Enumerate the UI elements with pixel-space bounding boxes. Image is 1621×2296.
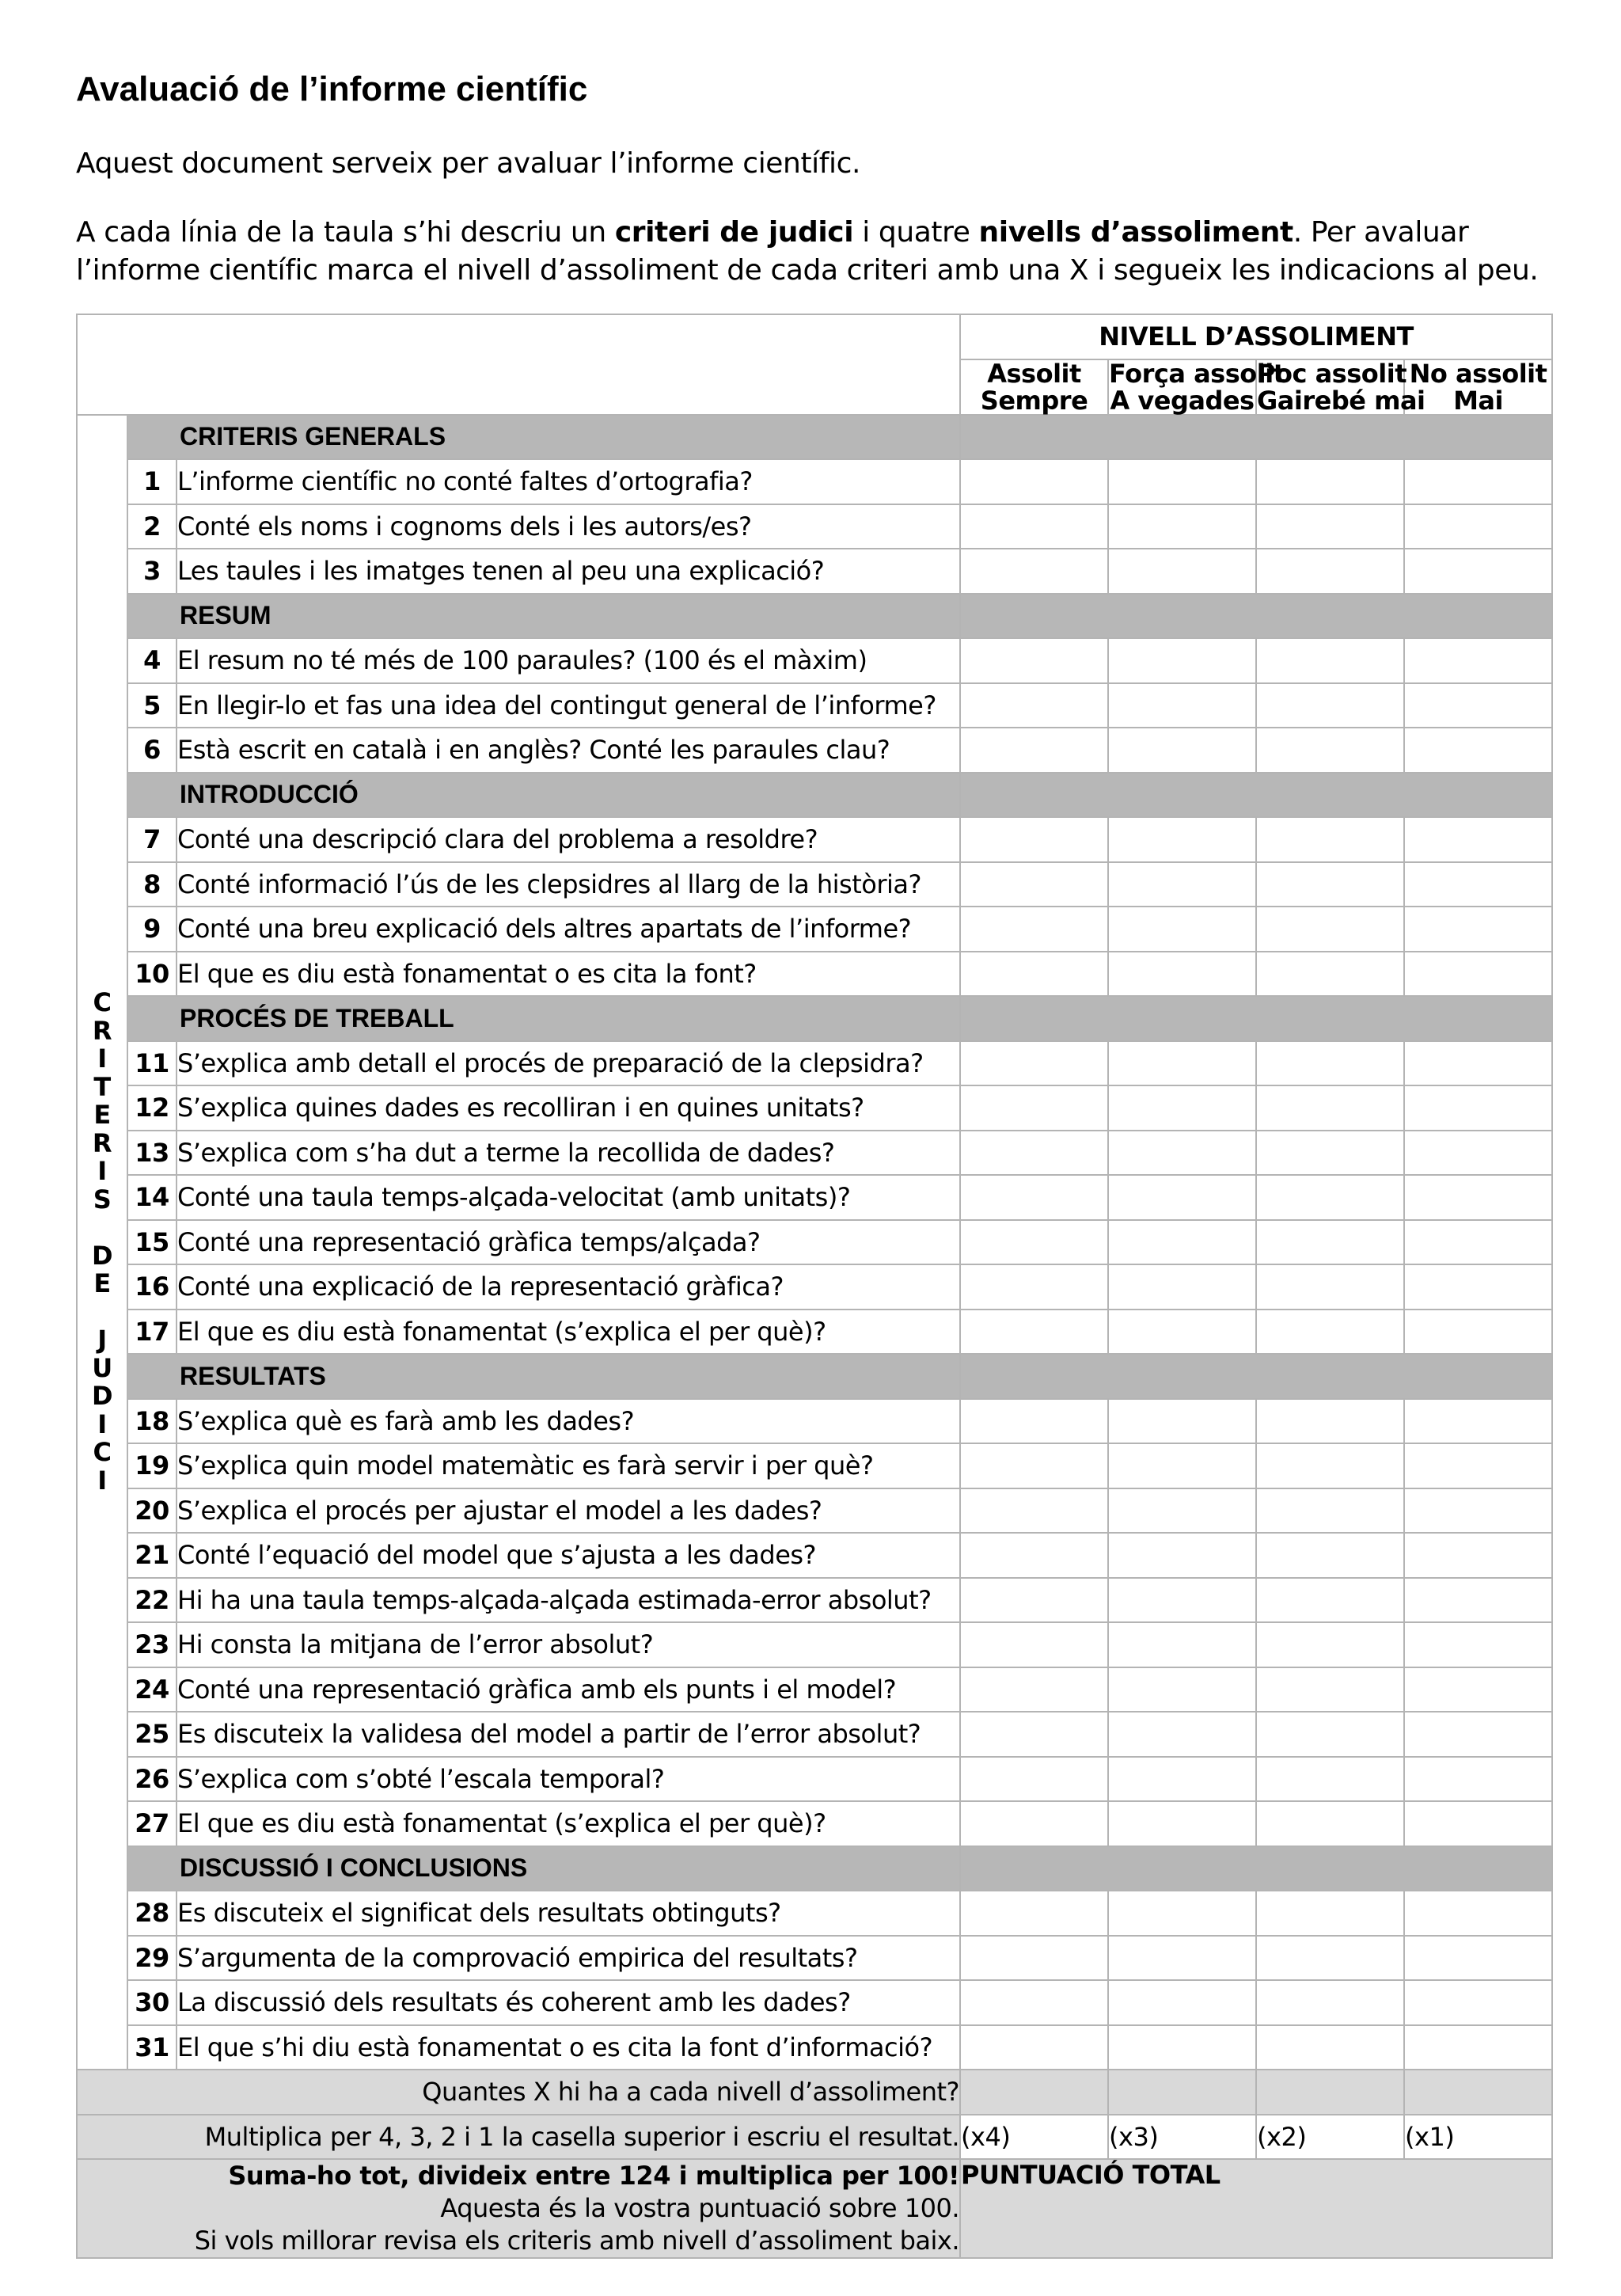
criterion-text: Es discuteix la validesa del model a partir de l’error absolut? bbox=[177, 1712, 960, 1757]
mark-cell[interactable] bbox=[1256, 1980, 1404, 2025]
header-row bbox=[77, 314, 1552, 359]
vertical-letter: I bbox=[97, 1043, 107, 1074]
criterion-text: S’explica el procés per ajustar el model a les dades? bbox=[177, 1488, 960, 1534]
criterion-text: L’informe científic no conté faltes d’ortografia? bbox=[177, 459, 960, 504]
mark-cell[interactable] bbox=[960, 549, 1108, 594]
mark-cell[interactable] bbox=[1108, 1310, 1256, 1355]
criterion-row bbox=[77, 1175, 1552, 1220]
section-row bbox=[77, 594, 1552, 639]
criterion-number: 29 bbox=[127, 1936, 177, 1981]
count-cell[interactable] bbox=[1108, 2070, 1256, 2115]
criterion-text: El que s’hi diu està fonamentat o es cita la font d’informació? bbox=[177, 2025, 960, 2070]
multiply-cell[interactable]: (x3) bbox=[1108, 2115, 1256, 2160]
section-fill bbox=[960, 594, 1552, 639]
mark-cell[interactable] bbox=[1256, 1891, 1404, 1936]
mark-cell[interactable] bbox=[1256, 1488, 1404, 1534]
criterion-number: 19 bbox=[127, 1443, 177, 1488]
mark-cell[interactable] bbox=[1404, 1399, 1552, 1444]
mark-cell[interactable] bbox=[960, 1220, 1108, 1265]
level-header bbox=[1404, 359, 1552, 415]
mark-cell[interactable] bbox=[1404, 504, 1552, 549]
mark-cell[interactable] bbox=[960, 1264, 1108, 1310]
level-name: No assolit bbox=[1409, 358, 1547, 389]
mark-cell[interactable] bbox=[1108, 1220, 1256, 1265]
level-header bbox=[960, 359, 1108, 415]
mark-cell[interactable] bbox=[960, 952, 1108, 997]
criterion-row bbox=[77, 459, 1552, 504]
vertical-letter: C bbox=[93, 987, 112, 1018]
mark-cell[interactable] bbox=[960, 1757, 1108, 1802]
level-frequency: Mai bbox=[1453, 385, 1503, 416]
mark-cell[interactable] bbox=[960, 1041, 1108, 1086]
criterion-row bbox=[77, 2025, 1552, 2070]
mark-cell[interactable] bbox=[1404, 1131, 1552, 1176]
criterion-row bbox=[77, 1980, 1552, 2025]
instructions-text-2: i quatre bbox=[853, 216, 979, 249]
criterion-number: 2 bbox=[127, 504, 177, 549]
section-fill bbox=[960, 1846, 1552, 1891]
criterion-number: 16 bbox=[127, 1264, 177, 1310]
criterion-text: S’explica què es farà amb les dades? bbox=[177, 1399, 960, 1444]
criterion-row bbox=[77, 1667, 1552, 1712]
mark-cell[interactable] bbox=[1256, 1667, 1404, 1712]
criterion-row bbox=[77, 504, 1552, 549]
mark-cell[interactable] bbox=[1404, 459, 1552, 504]
criterion-row bbox=[77, 1488, 1552, 1534]
mark-cell[interactable] bbox=[1256, 1310, 1404, 1355]
vertical-letter: E bbox=[93, 1100, 111, 1131]
criterion-row bbox=[77, 638, 1552, 683]
mark-cell[interactable] bbox=[1256, 1175, 1404, 1220]
criterion-text: Conté una breu explicació dels altres apartats de l’informe? bbox=[177, 907, 960, 952]
mark-cell[interactable] bbox=[1256, 862, 1404, 907]
level-name: Assolit bbox=[987, 358, 1081, 389]
criterion-text: S’argumenta de la comprovació empirica del resultats? bbox=[177, 1936, 960, 1981]
criterion-number: 1 bbox=[127, 459, 177, 504]
instructions-text-1: A cada línia de la taula s’hi descriu un bbox=[76, 216, 615, 249]
mark-cell[interactable] bbox=[960, 1980, 1108, 2025]
mark-cell[interactable] bbox=[1404, 1310, 1552, 1355]
section-title: RESUM bbox=[127, 594, 960, 639]
mark-cell[interactable] bbox=[960, 1712, 1108, 1757]
criterion-text: Hi ha una taula temps-alçada-alçada estimada-error absolut? bbox=[177, 1578, 960, 1623]
criterion-number: 14 bbox=[127, 1175, 177, 1220]
criterion-number: 15 bbox=[127, 1220, 177, 1265]
count-row bbox=[77, 2070, 1552, 2115]
mark-cell[interactable] bbox=[1404, 1712, 1552, 1757]
mark-cell[interactable] bbox=[960, 1175, 1108, 1220]
mark-cell[interactable] bbox=[1256, 638, 1404, 683]
mark-cell[interactable] bbox=[1404, 683, 1552, 728]
mark-cell[interactable] bbox=[1108, 1980, 1256, 2025]
mark-cell[interactable] bbox=[1108, 1578, 1256, 1623]
final-line-1: Suma-ho tot, divideix entre 124 i multiplica per 100! bbox=[228, 2161, 960, 2191]
mark-cell[interactable] bbox=[1256, 1399, 1404, 1444]
mark-cell[interactable] bbox=[1108, 2025, 1256, 2070]
criterion-number: 27 bbox=[127, 1801, 177, 1846]
mark-cell[interactable] bbox=[1256, 683, 1404, 728]
criterion-number: 7 bbox=[127, 817, 177, 862]
criterion-text: El que es diu està fonamentat (s’explica el per què)? bbox=[177, 1801, 960, 1846]
mark-cell[interactable] bbox=[960, 1891, 1108, 1936]
criterion-row bbox=[77, 907, 1552, 952]
criterion-number: 4 bbox=[127, 638, 177, 683]
vertical-letter: S bbox=[93, 1184, 112, 1215]
criterion-text: S’explica quin model matemàtic es farà servir i per què? bbox=[177, 1443, 960, 1488]
final-line-2: Aquesta és la vostra puntuació sobre 100. bbox=[440, 2193, 960, 2223]
section-title: CRITERIS GENERALS bbox=[127, 415, 960, 460]
section-fill bbox=[960, 773, 1552, 818]
criterion-row bbox=[77, 1443, 1552, 1488]
section-row bbox=[77, 996, 1552, 1041]
instructions-paragraph bbox=[76, 214, 1580, 290]
criterion-number: 25 bbox=[127, 1712, 177, 1757]
mark-cell[interactable] bbox=[1108, 1175, 1256, 1220]
mark-cell[interactable] bbox=[1256, 728, 1404, 773]
criterion-number: 26 bbox=[127, 1757, 177, 1802]
mark-cell[interactable] bbox=[1404, 1936, 1552, 1981]
criterion-row bbox=[77, 1712, 1552, 1757]
level-frequency: Gairebé mai bbox=[1257, 385, 1425, 416]
mark-cell[interactable] bbox=[1108, 1712, 1256, 1757]
mark-cell[interactable] bbox=[1404, 1041, 1552, 1086]
mark-cell[interactable] bbox=[1108, 1936, 1256, 1981]
mark-cell[interactable] bbox=[1404, 549, 1552, 594]
criterion-text: Es discuteix el significat dels resultats obtinguts? bbox=[177, 1891, 960, 1936]
criterion-number: 9 bbox=[127, 907, 177, 952]
criterion-row bbox=[77, 1310, 1552, 1355]
vertical-letter: R bbox=[92, 1015, 112, 1046]
criterion-number: 5 bbox=[127, 683, 177, 728]
criterion-row bbox=[77, 728, 1552, 773]
mark-cell[interactable] bbox=[1108, 1264, 1256, 1310]
criterion-text: Conté una explicació de la representació gràfica? bbox=[177, 1264, 960, 1310]
mark-cell[interactable] bbox=[1256, 907, 1404, 952]
section-row bbox=[77, 1846, 1552, 1891]
criterion-text: El resum no té més de 100 paraules? (100 és el màxim) bbox=[177, 638, 960, 683]
mark-cell[interactable] bbox=[1256, 1757, 1404, 1802]
mark-cell[interactable] bbox=[960, 1310, 1108, 1355]
multiply-cell[interactable]: (x1) bbox=[1404, 2115, 1552, 2160]
section-fill bbox=[960, 996, 1552, 1041]
mark-cell[interactable] bbox=[1404, 1220, 1552, 1265]
mark-cell[interactable] bbox=[1108, 1131, 1256, 1176]
vertical-letter: R bbox=[92, 1127, 112, 1158]
mark-cell[interactable] bbox=[960, 862, 1108, 907]
mark-cell[interactable] bbox=[960, 1801, 1108, 1846]
criterion-text: Conté l’equació del model que s’ajusta a les dades? bbox=[177, 1533, 960, 1578]
mark-cell[interactable] bbox=[1108, 952, 1256, 997]
mark-cell[interactable] bbox=[1404, 638, 1552, 683]
criterion-number: 28 bbox=[127, 1891, 177, 1936]
vertical-letter: I bbox=[97, 1408, 107, 1439]
mark-cell[interactable] bbox=[1256, 1801, 1404, 1846]
mark-cell[interactable] bbox=[1404, 1622, 1552, 1667]
mark-cell[interactable] bbox=[1108, 683, 1256, 728]
level-name: Poc assolit bbox=[1257, 358, 1407, 389]
criterion-row bbox=[77, 1264, 1552, 1310]
total-score-cell[interactable]: PUNTUACIÓ TOTAL bbox=[960, 2159, 1552, 2258]
mark-cell[interactable] bbox=[1256, 817, 1404, 862]
mark-cell[interactable] bbox=[1108, 1667, 1256, 1712]
criterion-text: El que es diu està fonamentat o es cita la font? bbox=[177, 952, 960, 997]
criterion-row bbox=[77, 952, 1552, 997]
mark-cell[interactable] bbox=[1404, 1085, 1552, 1131]
mark-cell[interactable] bbox=[960, 504, 1108, 549]
criterion-row bbox=[77, 1399, 1552, 1444]
vertical-letter: U bbox=[92, 1352, 112, 1383]
mark-cell[interactable] bbox=[1404, 1264, 1552, 1310]
section-row bbox=[77, 1354, 1552, 1399]
vertical-letter: D bbox=[91, 1381, 113, 1412]
criterion-number: 12 bbox=[127, 1085, 177, 1131]
rubric-table bbox=[76, 314, 1553, 2259]
mark-cell[interactable] bbox=[1404, 1667, 1552, 1712]
section-row bbox=[77, 773, 1552, 818]
mark-cell[interactable] bbox=[1108, 504, 1256, 549]
mark-cell[interactable] bbox=[1256, 459, 1404, 504]
mark-cell[interactable] bbox=[1256, 1085, 1404, 1131]
mark-cell[interactable] bbox=[960, 683, 1108, 728]
mark-cell[interactable] bbox=[1404, 1980, 1552, 2025]
mark-cell[interactable] bbox=[1256, 1443, 1404, 1488]
criterion-number: 17 bbox=[127, 1310, 177, 1355]
vertical-letter: T bbox=[93, 1071, 111, 1102]
mark-cell[interactable] bbox=[1256, 504, 1404, 549]
mark-cell[interactable] bbox=[1404, 817, 1552, 862]
criterion-row bbox=[77, 1801, 1552, 1846]
criterion-number: 24 bbox=[127, 1667, 177, 1712]
criterion-text: En llegir-lo et fas una idea del contingut general de l’informe? bbox=[177, 683, 960, 728]
criterion-text: S’explica com s’ha dut a terme la recollida de dades? bbox=[177, 1131, 960, 1176]
criterion-row bbox=[77, 862, 1552, 907]
criterion-row bbox=[77, 1533, 1552, 1578]
header-blank bbox=[77, 314, 960, 415]
criterion-row bbox=[77, 1936, 1552, 1981]
mark-cell[interactable] bbox=[1404, 1801, 1552, 1846]
mark-cell[interactable] bbox=[1256, 1936, 1404, 1981]
mark-cell[interactable] bbox=[1108, 907, 1256, 952]
mark-cell[interactable] bbox=[1404, 1757, 1552, 1802]
section-title: PROCÉS DE TREBALL bbox=[127, 996, 960, 1041]
mark-cell[interactable] bbox=[1108, 638, 1256, 683]
section-row bbox=[77, 415, 1552, 460]
section-title: INTRODUCCIÓ bbox=[127, 773, 960, 818]
final-line-3: Si vols millorar revisa els criteris amb nivell d’assoliment baix. bbox=[194, 2226, 960, 2256]
multiply-row bbox=[77, 2115, 1552, 2160]
level-frequency: Sempre bbox=[980, 385, 1088, 416]
count-cell[interactable] bbox=[960, 2070, 1108, 2115]
mark-cell[interactable] bbox=[1108, 862, 1256, 907]
level-name: Força assolit bbox=[1109, 358, 1285, 389]
mark-cell[interactable] bbox=[1108, 1801, 1256, 1846]
mark-cell[interactable] bbox=[1404, 1443, 1552, 1488]
mark-cell[interactable] bbox=[1108, 1488, 1256, 1534]
criterion-text: Conté una representació gràfica temps/alçada? bbox=[177, 1220, 960, 1265]
criterion-number: 20 bbox=[127, 1488, 177, 1534]
criterion-row bbox=[77, 1220, 1552, 1265]
criterion-text: Les taules i les imatges tenen al peu una explicació? bbox=[177, 549, 960, 594]
criterion-text: La discussió dels resultats és coherent amb les dades? bbox=[177, 1980, 960, 2025]
mark-cell[interactable] bbox=[1404, 728, 1552, 773]
mark-cell[interactable] bbox=[1404, 1891, 1552, 1936]
mark-cell[interactable] bbox=[1108, 1533, 1256, 1578]
criterion-text: Conté una descripció clara del problema a resoldre? bbox=[177, 817, 960, 862]
criterion-number: 10 bbox=[127, 952, 177, 997]
mark-cell[interactable] bbox=[960, 1622, 1108, 1667]
criterion-row bbox=[77, 1578, 1552, 1623]
total-row bbox=[77, 2159, 1552, 2258]
section-title: RESULTATS bbox=[127, 1354, 960, 1399]
vertical-letter: I bbox=[97, 1156, 107, 1187]
vertical-letter: E bbox=[93, 1268, 111, 1299]
criterion-text: S’explica com s’obté l’escala temporal? bbox=[177, 1757, 960, 1802]
page-title: Avaluació de l’informe científic bbox=[76, 70, 588, 108]
mark-cell[interactable] bbox=[1404, 1578, 1552, 1623]
criterion-number: 11 bbox=[127, 1041, 177, 1086]
mark-cell[interactable] bbox=[960, 1085, 1108, 1131]
mark-cell[interactable] bbox=[1256, 549, 1404, 594]
mark-cell[interactable] bbox=[1256, 1220, 1404, 1265]
multiply-cell[interactable]: (x4) bbox=[960, 2115, 1108, 2160]
criterion-number: 6 bbox=[127, 728, 177, 773]
vertical-letter: J bbox=[97, 1325, 107, 1355]
criterion-number: 18 bbox=[127, 1399, 177, 1444]
level-header bbox=[1256, 358, 1425, 416]
mark-cell[interactable] bbox=[960, 1443, 1108, 1488]
mark-cell[interactable] bbox=[960, 1131, 1108, 1176]
criterion-text: Està escrit en català i en anglès? Conté les paraules clau? bbox=[177, 728, 960, 773]
instructions-text-3: . Per avaluar l’informe científic marca el nivell d’assoliment de cada criteri amb una X i segueix les indicacions al peu. bbox=[76, 216, 1539, 287]
mark-cell[interactable] bbox=[1256, 1578, 1404, 1623]
mark-cell[interactable] bbox=[960, 638, 1108, 683]
criterion-row bbox=[77, 1757, 1552, 1802]
criterion-number: 21 bbox=[127, 1533, 177, 1578]
criterion-row bbox=[77, 1131, 1552, 1176]
mark-cell[interactable] bbox=[1108, 1891, 1256, 1936]
mark-cell[interactable] bbox=[1256, 1264, 1404, 1310]
final-instructions bbox=[77, 2159, 960, 2258]
criterion-text: Conté una taula temps-alçada-velocitat (amb unitats)? bbox=[177, 1175, 960, 1220]
criterion-text: Hi consta la mitjana de l’error absolut? bbox=[177, 1622, 960, 1667]
criterion-row bbox=[77, 817, 1552, 862]
criterion-text: Conté una representació gràfica amb els punts i el model? bbox=[177, 1667, 960, 1712]
criterion-number: 13 bbox=[127, 1131, 177, 1176]
mark-cell[interactable] bbox=[1108, 1085, 1256, 1131]
intro-paragraph: Aquest document serveix per avaluar l’informe científic. bbox=[76, 147, 861, 180]
mark-cell[interactable] bbox=[1108, 1622, 1256, 1667]
section-fill bbox=[960, 1354, 1552, 1399]
mark-cell[interactable] bbox=[1404, 1488, 1552, 1534]
mark-cell[interactable] bbox=[1108, 1443, 1256, 1488]
count-cell[interactable] bbox=[1404, 2070, 1552, 2115]
mark-cell[interactable] bbox=[1256, 1041, 1404, 1086]
mark-cell[interactable] bbox=[1108, 728, 1256, 773]
mark-cell[interactable] bbox=[960, 1533, 1108, 1578]
vertical-letter: I bbox=[97, 1465, 107, 1496]
criterion-number: 22 bbox=[127, 1578, 177, 1623]
mark-cell[interactable] bbox=[960, 459, 1108, 504]
mark-cell[interactable] bbox=[1404, 862, 1552, 907]
mark-cell[interactable] bbox=[1256, 1131, 1404, 1176]
level-frequency: A vegades bbox=[1110, 385, 1255, 416]
mark-cell[interactable] bbox=[1404, 952, 1552, 997]
multiply-cell[interactable]: (x2) bbox=[1256, 2115, 1404, 2160]
criterion-number: 8 bbox=[127, 862, 177, 907]
criterion-text: Conté els noms i cognoms dels i les autors/es? bbox=[177, 504, 960, 549]
section-title: DISCUSSIÓ I CONCLUSIONS bbox=[127, 1846, 960, 1891]
mark-cell[interactable] bbox=[1108, 459, 1256, 504]
criterion-text: Conté informació l’ús de les clepsidres al llarg de la història? bbox=[177, 862, 960, 907]
criterion-row bbox=[77, 1085, 1552, 1131]
mark-cell[interactable] bbox=[960, 817, 1108, 862]
criterion-number: 3 bbox=[127, 549, 177, 594]
mark-cell[interactable] bbox=[1256, 1712, 1404, 1757]
mark-cell[interactable] bbox=[1404, 1533, 1552, 1578]
criterion-text: S’explica amb detall el procés de preparació de la clepsidra? bbox=[177, 1041, 960, 1086]
mark-cell[interactable] bbox=[1108, 1041, 1256, 1086]
mark-cell[interactable] bbox=[1404, 2025, 1552, 2070]
criterion-text: El que es diu està fonamentat (s’explica el per què)? bbox=[177, 1310, 960, 1355]
mark-cell[interactable] bbox=[1404, 907, 1552, 952]
mark-cell[interactable] bbox=[960, 1399, 1108, 1444]
vertical-letter: D bbox=[91, 1240, 113, 1271]
criterion-row bbox=[77, 1891, 1552, 1936]
criterion-row bbox=[77, 1041, 1552, 1086]
count-cell[interactable] bbox=[1256, 2070, 1404, 2115]
mark-cell[interactable] bbox=[1108, 549, 1256, 594]
mark-cell[interactable] bbox=[1256, 1533, 1404, 1578]
criterion-text: S’explica quines dades es recolliran i en quines unitats? bbox=[177, 1085, 960, 1131]
mark-cell[interactable] bbox=[1404, 1175, 1552, 1220]
mark-cell[interactable] bbox=[960, 728, 1108, 773]
mark-cell[interactable] bbox=[960, 1578, 1108, 1623]
mark-cell[interactable] bbox=[1108, 817, 1256, 862]
mark-cell[interactable] bbox=[1256, 2025, 1404, 2070]
count-label: Quantes X hi ha a cada nivell d’assoliment? bbox=[77, 2070, 960, 2115]
mark-cell[interactable] bbox=[960, 907, 1108, 952]
instructions-bold-nivells: nivells d’assoliment bbox=[978, 216, 1293, 249]
criterion-row bbox=[77, 549, 1552, 594]
criterion-number: 31 bbox=[127, 2025, 177, 2070]
mark-cell[interactable] bbox=[1256, 1622, 1404, 1667]
criterion-row bbox=[77, 683, 1552, 728]
criterion-row bbox=[77, 1622, 1552, 1667]
criterion-number: 23 bbox=[127, 1622, 177, 1667]
section-fill bbox=[960, 415, 1552, 460]
mark-cell[interactable] bbox=[960, 2025, 1108, 2070]
nivell-header: NIVELL D’ASSOLIMENT bbox=[960, 314, 1552, 359]
mark-cell[interactable] bbox=[1256, 952, 1404, 997]
multiply-label: Multiplica per 4, 3, 2 i 1 la casella superior i escriu el resultat. bbox=[77, 2115, 960, 2160]
criteris-vertical-label bbox=[77, 415, 127, 2070]
mark-cell[interactable] bbox=[1108, 1757, 1256, 1802]
criterion-number: 30 bbox=[127, 1980, 177, 2025]
instructions-bold-criteri: criteri de judici bbox=[614, 216, 854, 249]
mark-cell[interactable] bbox=[960, 1667, 1108, 1712]
vertical-letter: C bbox=[93, 1437, 112, 1468]
mark-cell[interactable] bbox=[1108, 1399, 1256, 1444]
level-header bbox=[1108, 358, 1285, 416]
mark-cell[interactable] bbox=[960, 1936, 1108, 1981]
mark-cell[interactable] bbox=[960, 1488, 1108, 1534]
